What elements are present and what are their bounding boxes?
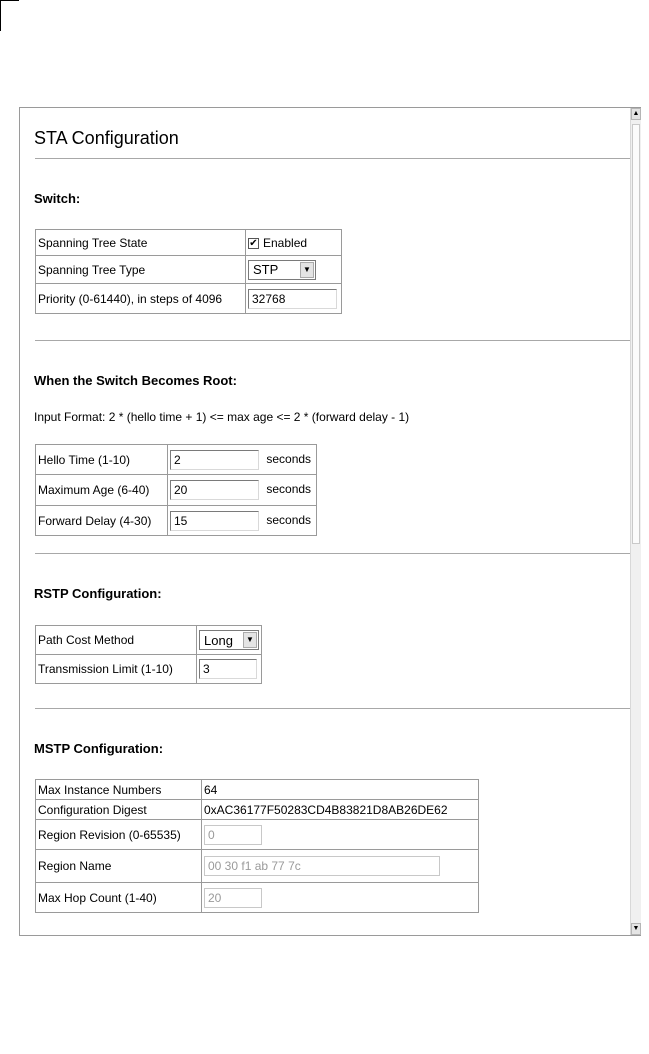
divider: [35, 158, 631, 159]
transmission-limit-label: Transmission Limit (1-10): [36, 655, 197, 684]
switch-heading: Switch:: [34, 191, 81, 206]
priority-input[interactable]: 32768: [248, 289, 337, 309]
max-hop-count-label: Max Hop Count (1-40): [36, 883, 202, 913]
input-format-text: Input Format: 2 * (hello time + 1) <= max age <= 2 * (forward delay - 1): [34, 410, 410, 424]
spanning-tree-state-checkbox[interactable]: ✔: [249, 237, 258, 249]
root-table: [35, 444, 317, 536]
rstp-heading: RSTP Configuration:: [34, 586, 162, 601]
chevron-down-icon[interactable]: ▼: [243, 632, 257, 648]
chevron-down-icon[interactable]: ▼: [300, 262, 314, 278]
spanning-tree-state-label: Spanning Tree State: [36, 230, 246, 256]
forward-delay-label: Forward Delay (4-30): [36, 506, 168, 536]
transmission-limit-input[interactable]: 3: [199, 659, 257, 679]
divider: [35, 553, 631, 554]
path-cost-method-select[interactable]: Long ▼: [199, 630, 259, 650]
max-instance-numbers-label: Max Instance Numbers: [36, 780, 202, 800]
spanning-tree-type-label: Spanning Tree Type: [36, 256, 246, 284]
spanning-tree-type-select[interactable]: STP ▼: [248, 260, 316, 280]
priority-label: Priority (0-61440), in steps of 4096: [36, 284, 246, 314]
mstp-heading: MSTP Configuration:: [34, 741, 164, 756]
enabled-label: Enabled: [263, 235, 308, 250]
configuration-digest-value: 0xAC36177F50283CD4B83821D8AB26DE62: [202, 800, 479, 820]
region-name-input[interactable]: 00 30 f1 ab 77 7c: [204, 856, 440, 876]
forward-delay-input[interactable]: 15: [170, 511, 259, 531]
scrollbar-thumb[interactable]: [632, 124, 640, 544]
maximum-age-label: Maximum Age (6-40): [36, 475, 168, 506]
hello-time-unit: seconds: [266, 451, 312, 466]
max-hop-count-input[interactable]: 20: [204, 888, 262, 908]
region-revision-input[interactable]: 0: [204, 825, 262, 845]
divider: [35, 340, 631, 341]
rstp-table: [35, 625, 262, 684]
scroll-up-icon[interactable]: ▲: [631, 108, 641, 120]
mstp-table: [35, 779, 479, 913]
maximum-age-unit: seconds: [266, 482, 312, 497]
page-title: STA Configuration: [34, 128, 179, 148]
maximum-age-input[interactable]: 20: [170, 480, 259, 500]
page-corner-mark: [0, 0, 19, 31]
forward-delay-unit: seconds: [266, 512, 312, 527]
region-name-label: Region Name: [36, 850, 202, 883]
configuration-digest-label: Configuration Digest: [36, 800, 202, 820]
hello-time-input[interactable]: 2: [170, 450, 259, 470]
divider: [35, 708, 631, 709]
switch-table: [35, 229, 342, 314]
path-cost-method-label: Path Cost Method: [36, 626, 197, 655]
max-instance-numbers-value: 64: [202, 780, 479, 800]
root-heading: When the Switch Becomes Root:: [34, 373, 237, 388]
vertical-scrollbar[interactable]: [630, 108, 641, 935]
region-revision-label: Region Revision (0-65535): [36, 820, 202, 850]
scroll-down-icon[interactable]: ▼: [631, 923, 641, 935]
hello-time-label: Hello Time (1-10): [36, 445, 168, 475]
sta-config-frame: [19, 107, 641, 936]
